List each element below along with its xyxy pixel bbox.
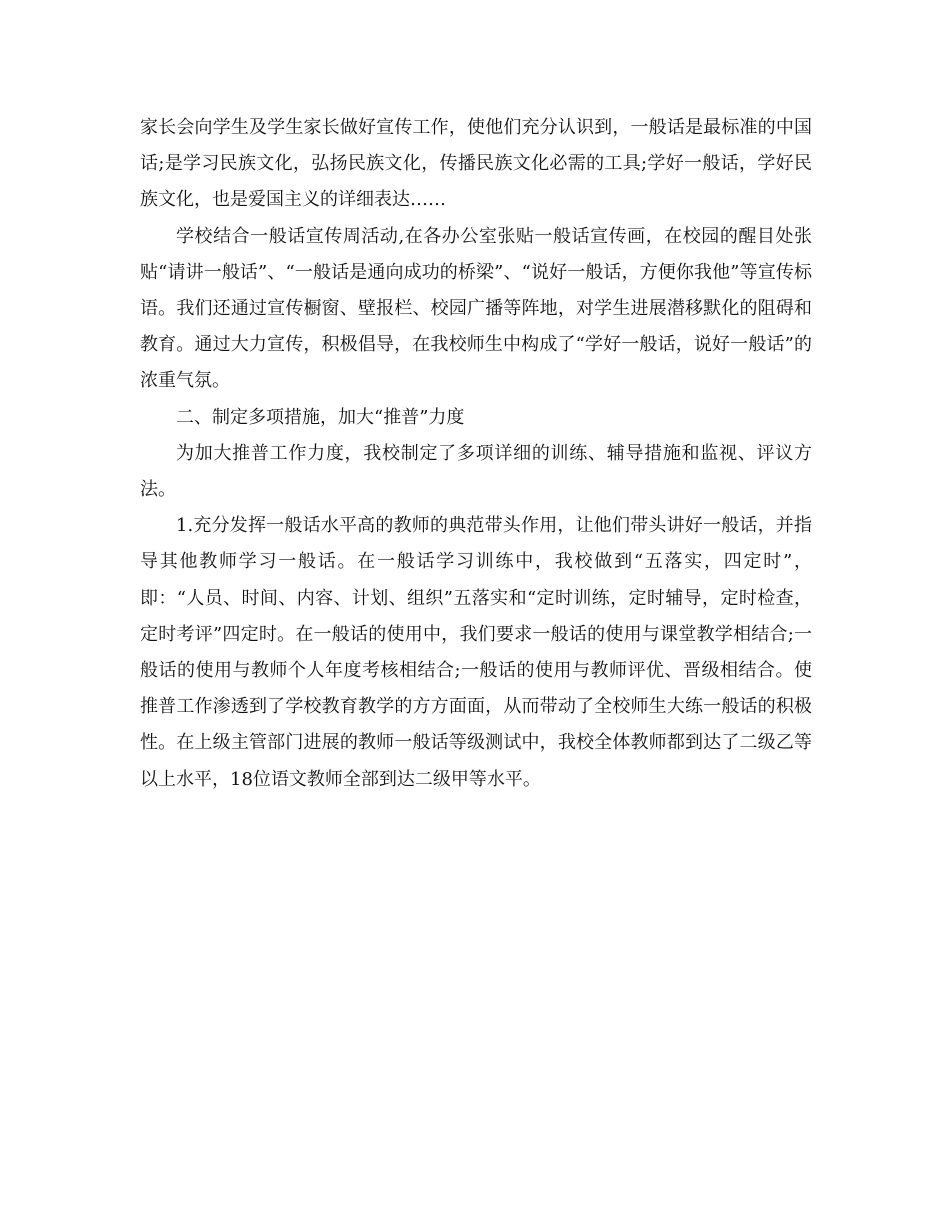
document-body	[140, 110, 812, 798]
paragraph-promotion-activities: 学校结合一般话宣传周活动,在各办公室张贴一般话宣传画，在校园的醒目处张贴“请讲一般话”、“一般话是通向成功的桥梁”、“说好一般话，方便你我他”等宣传标语。我们还通过宣传橱窗、壁报栏、校园广播等阵地，对学生进展潜移默化的阻碍和教育。通过大力宣传，积极倡导，在我校师生中构成了“学好一般话，说好一般话”的浓重气氛。	[140, 225, 812, 392]
paragraph-teacher-role-model: 1.充分发挥一般话水平高的教师的典范带头作用，让他们带头讲好一般话，并指导其他教师学习一般话。在一般话学习训练中，我校做到“五落实，四定时”，即：“人员、时间、内容、计划、组织”五落实和“定时训练，定时辅导，定时检查，定时考评”四定时。在一般话的使用中，我们要求一般话的使用与课堂教学相结合;一般话的使用与教师个人年度考核相结合;一般话的使用与教师评优、晋级相结合。使推普工作渗透到了学校教育教学的方方面面，从而带动了全校师生大练一般话的积极性。在上级主管部门进展的教师一般话等级测试中，我校全体教师都到达了二级乙等以上水平，18位语文教师全部到达二级甲等水平。	[140, 515, 812, 790]
section-heading-measures: 二、制定多项措施，加大“推普”力度	[176, 406, 465, 428]
paragraph-continuation: 家长会向学生及学生家长做好宣传工作，使他们充分认识到，一般话是最标准的中国话;是学习民族文化，弘扬民族文化，传播民族文化必需的工具;学好一般话，学好民族文化，也是爱国主义的详细表达……	[140, 117, 812, 211]
paragraph-measures-intro: 为加大推普工作力度，我校制定了多项详细的训练、辅导措施和监视、评议方法。	[140, 442, 812, 501]
